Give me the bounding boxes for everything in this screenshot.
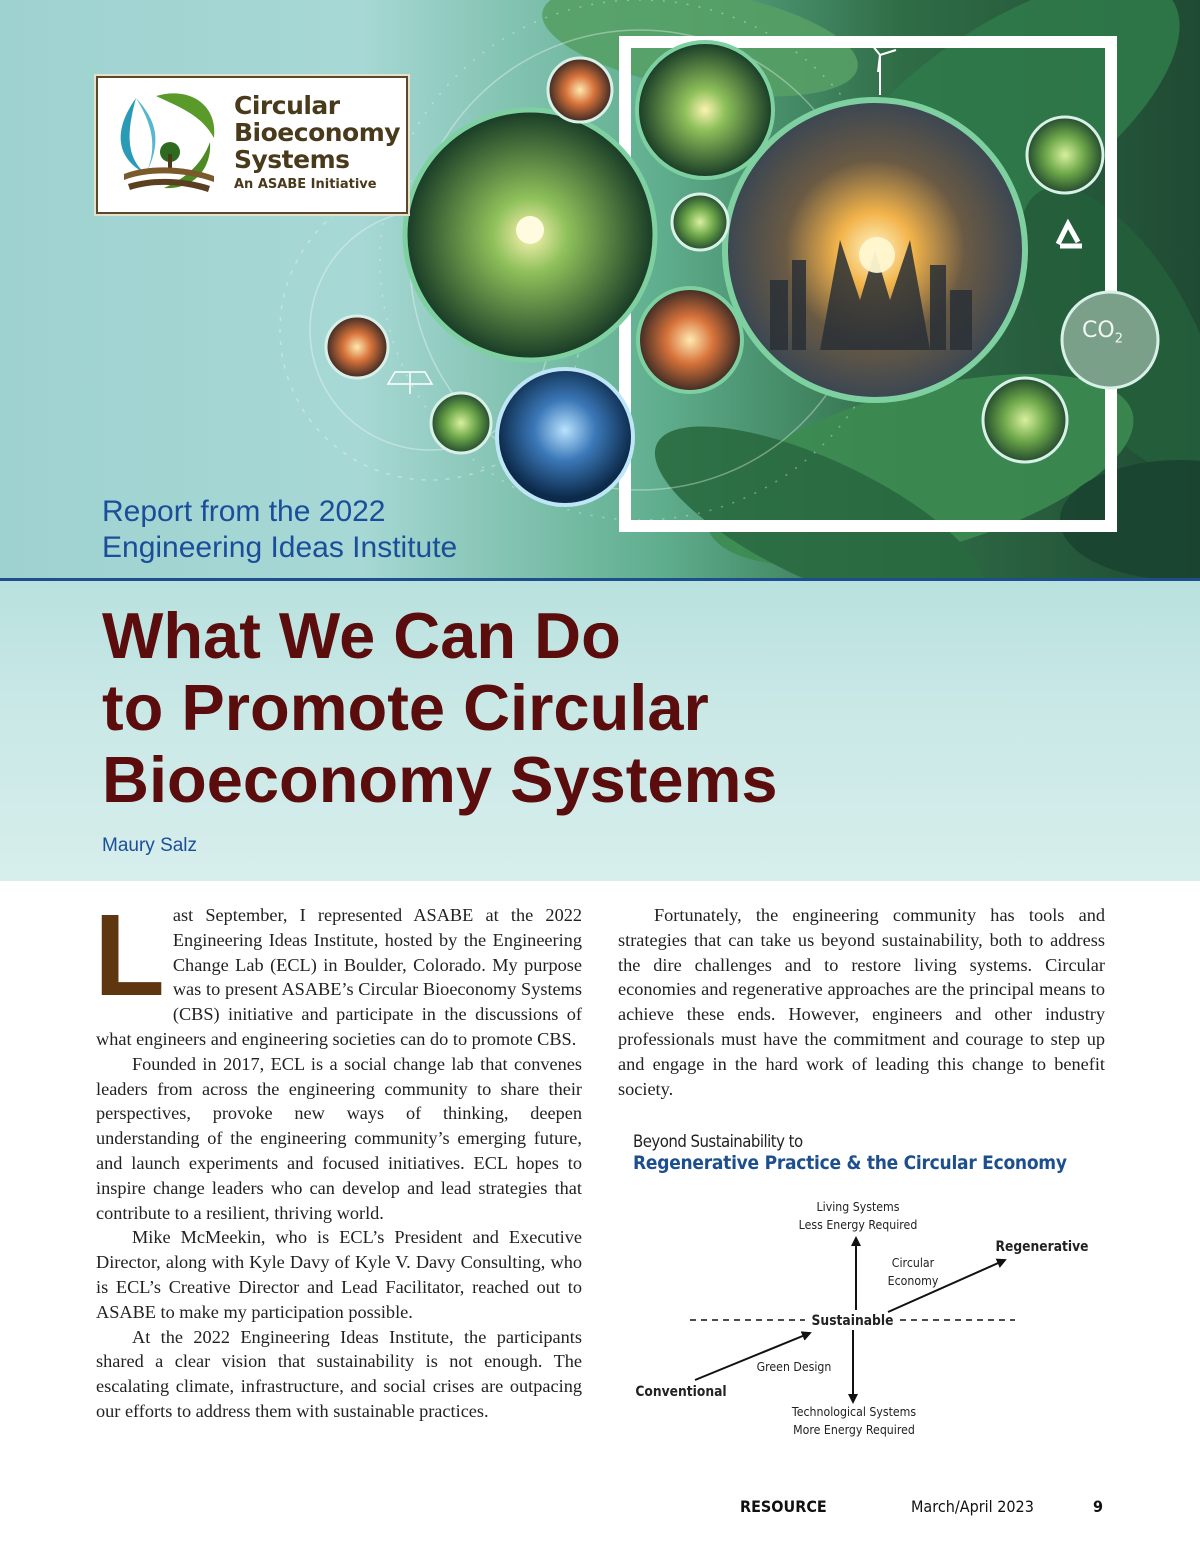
technological-systems-label: Technological Systems More Energy Required [791, 1404, 917, 1437]
green-design-label: Green Design [756, 1359, 832, 1374]
hero-banner [0, 0, 1200, 580]
sustainability-diagram [620, 1130, 1120, 1450]
diagram-title-line-1: Beyond Sustainability to [633, 1132, 803, 1152]
wind-turbine-icon [868, 40, 896, 95]
regenerative-label: Regenerative [995, 1239, 1089, 1255]
logo-line-1: Circular [234, 91, 340, 120]
title-line-1: What We Can Do [102, 599, 621, 672]
paragraph-1: Last September, I represented ASABE at the 2022 Engineering Ideas Institute, hosted by the Engineering Change Lab (ECL) in Boulder, Colorado. My purpose was to present ASABE’s Circular Bioeconomy Systems (CBS) initiative and participate in the discussions of what engineers and engineering societies can do to promote CBS. [94, 890, 582, 1049]
diagram-title-line-2: Regenerative Practice & the Circular Economy [633, 1152, 1067, 1174]
sustainable-label: Sustainable [811, 1313, 894, 1329]
diagram-arrows [620, 1130, 1120, 1450]
conventional-label: Conventional [635, 1384, 727, 1400]
living-systems-label: Living Systems Less Energy Required [798, 1199, 918, 1232]
article-column-right [618, 903, 1105, 1101]
report-heading-line-2: Engineering Ideas Institute [102, 531, 458, 564]
paragraph-5: Fortunately, the engineering community has tools and strategies that can take us beyond sustainability, both to address the dire challenges and to restore living systems. Circular economies and regenerative approaches are the principal means to achieve these ends. However, engineers and other industry professionals must have the commitment and courage to step up and engage in the hard work of leading this change to benefit society. [618, 905, 1105, 1099]
title-line-2: to Promote Circular [102, 671, 709, 744]
cbs-logo [96, 76, 408, 214]
leaf-drop-tree-logo-icon [106, 86, 226, 206]
paragraph-2: Founded in 2017, ECL is a social change lab that convenes leaders from across the engineering community to share their perspectives, provoke new ways of thinking, deepen understanding of the engineering community’s emerging future, and launch experiments and focused initiatives. ECL hopes to inspire change leaders who can develop and lead strategies that contribute to a resilient, thriving world. [96, 1053, 582, 1223]
footer-issue: March/April 2023 [911, 1497, 1034, 1516]
solar-panel-icon [388, 372, 432, 394]
author-byline: Maury Salz [102, 835, 198, 856]
logo-line-2: Bioeconomy [234, 118, 401, 147]
footer-page-number: 9 [1093, 1497, 1104, 1516]
logo-subtitle: An ASABE Initiative [234, 177, 377, 192]
article-column-left [94, 890, 582, 1424]
circular-economy-label: Circular Economy [887, 1255, 939, 1288]
title-line-3: Bioeconomy Systems [102, 743, 778, 816]
paragraph-3: Mike McMeekin, who is ECL’s President and Executive Director, along with Kyle Davy of Kyle V. Davy Consulting, who is ECL’s Creative Director and Lead Facilitator, reached out to ASABE to make my participation possible. [96, 1227, 582, 1322]
article-title [102, 600, 1002, 816]
drop-cap: L [94, 890, 165, 1020]
footer-publication: RESOURCE [740, 1497, 827, 1516]
report-heading-line-1: Report from the 2022 [102, 495, 386, 528]
logo-line-3: Systems [234, 145, 350, 174]
paragraph-4: At the 2022 Engineering Ideas Institute, the participants shared a clear vision that sustainability is not enough. The escalating climate, infrastructure, and social crises are outpacing our efforts to address them with sustainable practices. [96, 1326, 582, 1421]
co2-label: $CO_2$ [1082, 318, 1123, 347]
